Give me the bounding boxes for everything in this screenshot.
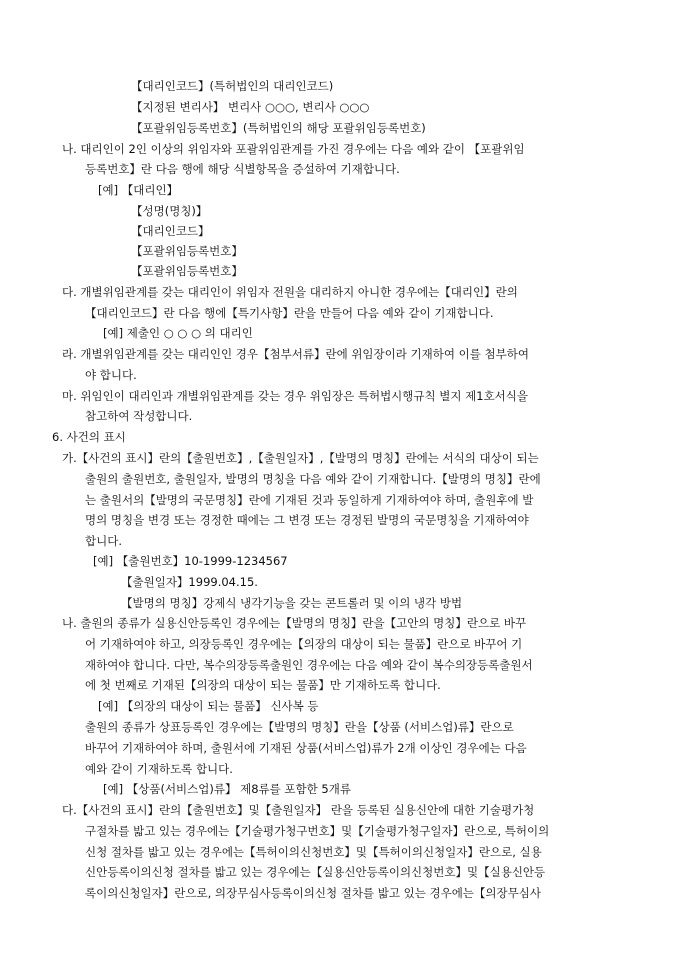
text-line: 라. 개별위임관계를 갖는 대리인인 경우【첨부서류】란에 위임장이라 기재하여 이를 첨부하여 xyxy=(62,347,529,361)
text-line: 【대리인코드】란 다음 행에【특기사항】란을 만들어 다음 예와 같이 기재합니다. xyxy=(85,306,494,320)
text-line: 【포괄위임등록번호】 xyxy=(131,244,243,258)
text-line: 【출원일자】1999.04.15. xyxy=(121,575,258,589)
text-line: 신청 절차를 밟고 있는 경우에는【특허이의신청번호】및【특허이의신청일자】란으로, 실용 xyxy=(85,845,542,859)
text-line: 나. 대리인이 2인 이상의 위임자와 포괄위임관계를 가진 경우에는 다음 예와 같이 【포괄위임 xyxy=(62,142,525,156)
text-line: 재하여야 합니다. 다만, 복수의장등록출원인 경우에는 다음 예와 같이 복수의장등록출원서 xyxy=(85,658,533,672)
text-line: 마. 위임인이 대리인과 개별위임관계를 갖는 경우 위임장은 특허법시행규칙 별지 제1호서식을 xyxy=(62,389,529,403)
text-line: 합니다. xyxy=(85,534,122,548)
text-line: 록이의신청일자】란으로, 의장무심사등록이의신청 절차를 밟고 있는 경우에는【의장무심사 xyxy=(85,886,541,900)
text-line: [예] 제출인 ○ ○ ○ 의 대리인 xyxy=(103,326,253,340)
text-line: [예] 【상품(서비스업)류】 제8류를 포함한 5개류 xyxy=(103,782,351,796)
text-line: [예] 【의장의 대상이 되는 물품】 신사복 등 xyxy=(98,699,319,713)
text-line: 가.【사건의 표시】란의【출원번호】,【출원일자】,【발명의 명칭】란에는 서식의 대상이 되는 xyxy=(62,451,539,465)
text-line: 【지정된 변리사】 변리사 ○○○, 변리사 ○○○ xyxy=(131,100,370,114)
text-line: 다.【사건의 표시】란의【출원번호】및【출원일자】 란을 등록된 실용신안에 대한 기술평가청 xyxy=(62,803,535,817)
text-line: 는 출원서의【발명의 국문명칭】란에 기재된 것과 동일하게 기재하여야 하며, 출원후에 발 xyxy=(85,493,534,507)
text-line: 출원의 출원번호, 출원일자, 발명의 명칭을 다음 예와 같이 기재합니다.【발명의 명칭】란에 xyxy=(85,472,541,486)
text-line: [예] 【대리인】 xyxy=(98,183,179,197)
text-line: 신안등록이의신청 절차를 밟고 있는 경우에는【실용신안등록이의신청번호】및【실용신안등 xyxy=(85,865,546,879)
text-line: 다. 개별위임관계를 갖는 대리인이 위임자 전원을 대리하지 아니한 경우에는【대리인】란의 xyxy=(62,285,518,299)
text-line: 출원의 종류가 상표등록인 경우에는【발명의 명칭】란을【상품 (서비스업)류】란으로 xyxy=(85,720,514,734)
text-line: 에 첫 번째로 기재된【의장의 대상이 되는 물품】만 기재하도록 합니다. xyxy=(85,678,441,692)
text-line: 【포괄위임등록번호】 xyxy=(131,264,243,278)
text-line: 바꾸어 기재하여야 하며, 출원서에 기재된 상품(서비스업)류가 2개 이상인 경우에는 다음 xyxy=(85,741,527,755)
text-line: 명의 명칭을 변경 또는 경정한 때에는 그 변경 또는 경정된 발명의 국문명칭을 기재하여야 xyxy=(85,513,529,527)
text-line: 【성명(명칭)】 xyxy=(131,204,208,218)
text-line: 【대리인코드】(특허법인의 대리인코드) xyxy=(131,79,334,93)
text-line: 【발명의 명칭】강제식 냉각기능을 갖는 콘트롤러 및 이의 냉각 방법 xyxy=(121,596,463,610)
text-line: [예] 【출원번호】10-1999-1234567 xyxy=(93,554,288,568)
text-line: 어 기재하여야 하고, 의장등록인 경우에는【의장의 대상이 되는 물품】란으로 바꾸어 기 xyxy=(85,637,523,651)
section-heading: 6. 사건의 표시 xyxy=(52,430,126,444)
text-line: 나. 출원의 종류가 실용신안등록인 경우에는【발명의 명칭】란을【고안의 명칭】란으로 바꾸 xyxy=(62,616,527,630)
text-line: 구절차를 밟고 있는 경우에는【기술평가청구번호】및【기술평가청구일자】란으로, 특허이의 xyxy=(85,824,550,838)
text-line: 야 합니다. xyxy=(85,368,137,382)
text-line: 【포괄위임등록번호】(특허법인의 해당 포괄위임등록번호) xyxy=(131,121,426,135)
text-line: 참고하여 작성합니다. xyxy=(85,409,193,423)
text-line: 등록번호】란 다음 행에 해당 식별항목을 증설하여 기재합니다. xyxy=(85,162,400,176)
text-line: 【대리인코드】 xyxy=(131,224,210,238)
text-line: 예와 같이 기재하도록 합니다. xyxy=(85,762,233,776)
